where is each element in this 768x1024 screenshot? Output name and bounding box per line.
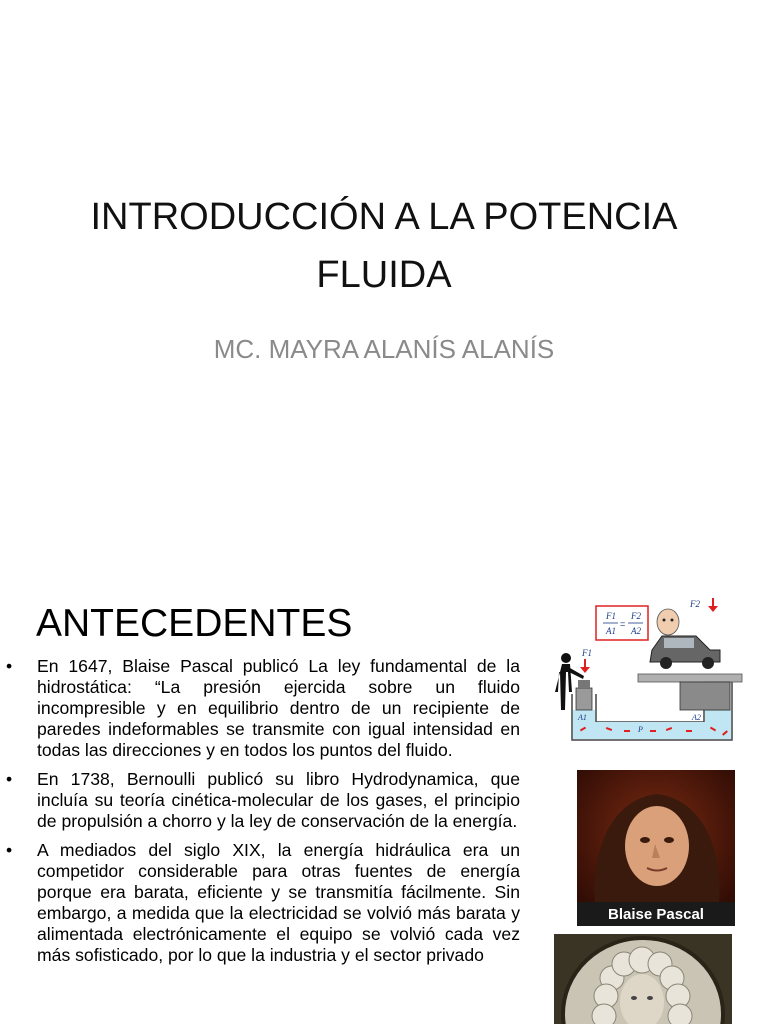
area-2-label: A2	[692, 713, 701, 722]
formula-num-2: F2	[631, 611, 641, 621]
formula-den-1: A1	[606, 626, 616, 636]
bernoulli-portrait	[554, 934, 732, 1024]
area-1-label: A1	[578, 713, 587, 722]
formula-equals: =	[620, 619, 626, 629]
antecedentes-slide	[0, 576, 768, 1024]
author-subtitle: MC. MAYRA ALANÍS ALANÍS	[213, 334, 555, 364]
title-line-1: INTRODUCCIÓN A LA POTENCIA	[90, 196, 678, 238]
slide-heading: ANTECEDENTES	[36, 602, 353, 645]
pascal-principle-diagram	[540, 592, 768, 768]
bullet-item: • En 1647, Blaise Pascal publicó La ley fundamental de la hidrostática: “La presión ejercida sobre un fluido incompresible y en equilibrio dentro de un recipiente de paredes indeformables se transmite con igual intensidad en todas las direcciones y en todos los puntos del fluido.	[6, 656, 520, 761]
title-line-2: FLUIDA	[316, 254, 452, 296]
presentation-title	[40, 188, 728, 304]
force-2-label: F2	[690, 599, 700, 609]
formula-den-2: A2	[631, 626, 641, 636]
blaise-pascal-portrait	[577, 770, 735, 926]
force-1-label: F1	[582, 648, 592, 658]
force-2-arrow	[708, 598, 718, 612]
force-1-arrow	[580, 659, 590, 673]
bullet-item: • A mediados del siglo XIX, la energía hidráulica era un competidor considerable para otras fuentes de energía porque era barata, eficiente y se transmitía fácilmente. Sin embargo, a medida que la electricidad se volvió más barata y alimentada electrónicamente el equipo se volvió cada vez más sofisticado, por lo que la industria y el sector privado	[6, 840, 520, 966]
bullet-list	[6, 656, 520, 974]
large-platform	[638, 674, 742, 682]
small-piston	[576, 688, 592, 710]
bullet-item: • En 1738, Bernoulli publicó su libro Hydrodynamica, que incluía su teoría cinética-molecular de los gases, el principio de propulsión a chorro y la ley de conservación de la energía.	[6, 769, 520, 832]
pressure-label: P	[638, 725, 643, 734]
formula-num-1: F1	[606, 611, 616, 621]
portrait-caption: Blaise Pascal	[608, 906, 704, 923]
car-icon	[650, 609, 720, 669]
